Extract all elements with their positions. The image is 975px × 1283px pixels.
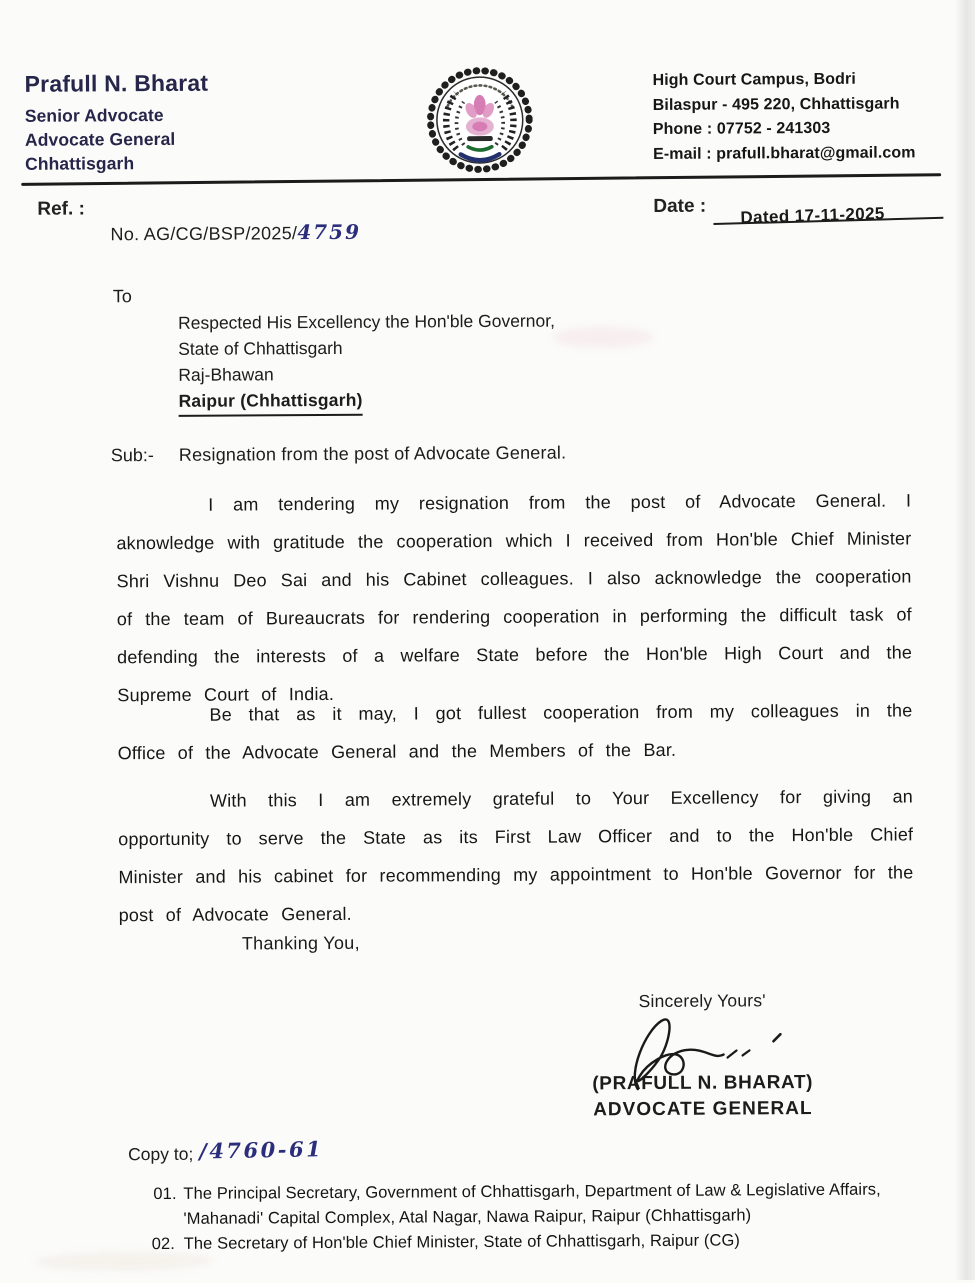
recipient-line-3: Raj-Bhawan xyxy=(178,364,274,385)
sender-name: Prafull N. Bharat xyxy=(24,69,209,97)
copy-item-2-text: The Secretary of Hon'ble Chief Minister, State of Chhattisgarh, Raipur (CG) xyxy=(183,1231,741,1253)
phone-line: Phone : 07752 - 241303 xyxy=(652,119,831,138)
sender-designation-1: Senior Advocate xyxy=(24,104,164,126)
date-stamp: Dated 17-11-2025 xyxy=(740,203,886,228)
body-paragraph-3: With this I am extremely grateful to Your Excellency for giving an opportunity to serve the State as its First Law Officer and to the Hon'ble Chief Minister and his cabinet for recommending my appointment to Hon'ble Governor for the post of Advocate General. xyxy=(118,786,914,926)
recipient-line-1: Respected His Excellency the Hon'ble Governor, xyxy=(177,310,555,333)
copy-item-1-text: The Principal Secretary, Government of Chhattisgarh, Department of Law & Legislative Affairs, 'Mahanadi' Capital Complex, Atal Nagar, Nawa Raipur, Raipur (Chhattisgarh) xyxy=(183,1180,881,1228)
copy-item-1-number: 01. xyxy=(153,1184,177,1204)
sender-state: Chhattisgarh xyxy=(25,153,135,174)
recipient-city-underlined: Raipur (Chhattisgarh) xyxy=(178,387,362,417)
thanking-you-line: Thanking You, xyxy=(241,932,360,954)
copy-to-handwritten-number: /4760-61 xyxy=(198,1136,324,1164)
letterhead-address-block xyxy=(653,67,916,167)
chhattisgarh-government-seal-icon xyxy=(420,60,539,181)
date-label: Date : xyxy=(653,195,707,217)
signature-block xyxy=(557,990,847,1121)
copy-item-2-number: 02. xyxy=(151,1234,175,1254)
ref-number-printed: No. AG/CG/BSP/2025/ xyxy=(110,223,298,245)
address-line-1: High Court Campus, Bodri xyxy=(652,70,856,89)
ref-label: Ref. : xyxy=(37,198,85,220)
scan-edge-shadow xyxy=(955,0,975,1280)
signatory-title: ADVOCATE GENERAL xyxy=(593,1098,813,1121)
email-line: E-mail : prafull.bharat@gmail.com xyxy=(652,143,916,163)
letterhead-sender-block xyxy=(25,70,209,176)
subject-text: Resignation from the post of Advocate General. xyxy=(178,442,567,465)
address-line-2: Bilaspur - 495 220, Chhattisgarh xyxy=(652,94,900,114)
scan-smudge xyxy=(553,327,653,348)
sincerely-line: Sincerely Yours' xyxy=(638,990,766,1012)
copy-to-label: Copy to; xyxy=(128,1143,194,1165)
ref-number xyxy=(110,220,361,246)
subject-label: Sub:- xyxy=(110,445,154,466)
sender-designation-2: Advocate General xyxy=(24,128,176,150)
body-paragraph-2: Be that as it may, I got fullest cooperation from my colleagues in the Office of the Advocate General and the Members of the Bar. xyxy=(117,700,913,764)
signatory-name: (PRAFULL N. BHARAT) xyxy=(592,1072,814,1095)
recipient-address-block xyxy=(178,308,556,417)
ref-number-handwritten: 4759 xyxy=(297,219,362,245)
to-label: To xyxy=(112,286,132,307)
recipient-line-2: State of Chhattisgarh xyxy=(178,337,343,359)
body-paragraph-1: I am tendering my resignation from the post of Advocate General. I aknowledge with gratitude the cooperation which I received from Hon'ble Chief Minister Shri Vishnu Deo Sai and his Cabinet colleagues. I also acknowledge the cooperation of the team of Bureaucrats for rendering cooperation in performing the difficult task of defending the interests of a welfare State before the Hon'ble High Court and the Supreme Court of India. xyxy=(116,490,913,706)
